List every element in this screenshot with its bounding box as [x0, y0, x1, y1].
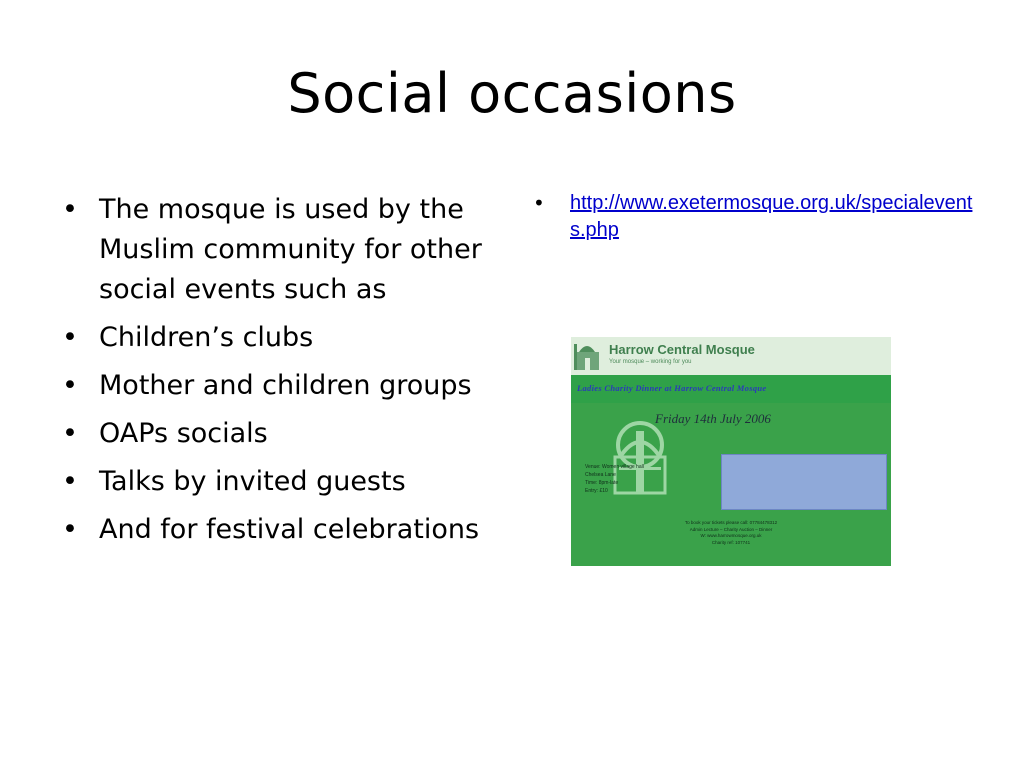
bullet-icon: • — [62, 322, 78, 353]
right-bullet-list — [533, 190, 973, 244]
mosque-logo-icon — [573, 340, 601, 372]
list-item-text: Talks by invited guests — [99, 466, 406, 497]
flyer-footer-line: W: www.harrowmosque.org.uk — [700, 533, 762, 538]
flyer-detail-line: Time: 8pm-late — [585, 480, 619, 486]
list-item — [62, 190, 482, 310]
flyer-footer-line: Charity ref: 107741 — [711, 539, 751, 545]
flyer-date: Friday 14th July 2006 — [655, 411, 771, 426]
list-item — [62, 366, 482, 406]
list-item — [533, 190, 973, 244]
left-bullet-list — [62, 190, 482, 558]
flyer-banner-text: Ladies Charity Dinner at Harrow Central Mosque — [577, 383, 767, 393]
list-item — [62, 462, 482, 502]
flyer-mosque-name: Harrow Central Mosque — [609, 342, 755, 357]
list-item-text: Mother and children groups — [99, 370, 472, 401]
flyer-tagline: Your mosque – working for you — [609, 359, 692, 365]
bullet-icon: • — [62, 418, 78, 449]
list-item-text: The mosque is used by the Muslim community for other social events such as — [99, 194, 482, 305]
bullet-icon: • — [62, 370, 78, 401]
event-flyer-image — [571, 337, 891, 566]
flyer-header — [571, 337, 891, 375]
bullet-icon: • — [62, 194, 78, 225]
list-item — [62, 510, 482, 550]
list-item — [62, 318, 482, 358]
bullet-icon: • — [533, 191, 545, 215]
list-item — [62, 414, 482, 454]
flyer-footer-line: Admin Lecture – Charity Auction – Dinner — [689, 526, 773, 532]
flyer-detail-line: Venue: Women village hall — [585, 464, 644, 470]
flyer-detail-line: Entry: £10 — [585, 488, 608, 494]
website-link[interactable]: http://www.exetermosque.org.uk/specialevents.php — [570, 192, 973, 241]
list-item-text: OAPs socials — [99, 418, 268, 449]
flyer-detail-line: Chelsea Lane — [585, 472, 616, 478]
flyer-footer-line: To book your tickets please call: 07784478312 — [684, 520, 778, 525]
slide-title: Social occasions — [287, 62, 737, 125]
flyer-info-box — [721, 454, 887, 510]
bullet-icon: • — [62, 514, 78, 545]
list-item-text: And for festival celebrations — [99, 514, 480, 545]
flyer-footer — [611, 520, 851, 546]
flyer-banner — [571, 375, 891, 403]
list-item-text: Children’s clubs — [99, 322, 314, 353]
flyer-details — [585, 463, 705, 495]
bullet-icon: • — [62, 466, 78, 497]
